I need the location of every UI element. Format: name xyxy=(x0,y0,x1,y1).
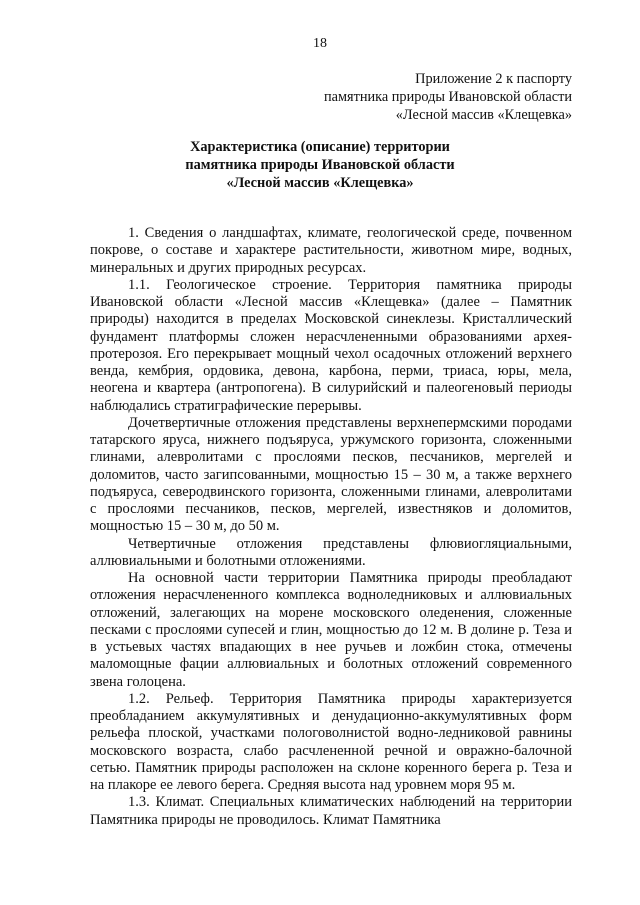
paragraph-quaternary: Четвертичные отложения представлены флювиогляциальными, аллювиальными и болотными отложениями. xyxy=(90,535,572,569)
annex-note xyxy=(324,70,572,124)
paragraph-landscape-intro: 1. Сведения о ландшафтах, климате, геологической среде, почвенном покрове, о составе и характере растительности, животном мире, водных, минеральных и других природных ресурсах. xyxy=(90,225,572,276)
title-line-2: памятника природы Ивановской области xyxy=(185,157,455,173)
title-line-1: Характеристика (описание) территории xyxy=(190,139,450,155)
annex-line-3: «Лесной массив «Клещевка» xyxy=(395,107,572,123)
document-body xyxy=(90,225,572,829)
paragraph-geology: 1.1. Геологическое строение. Территория памятника природы Ивановской области «Лесной массив «Клещевка» (далее – Памятник природы) находится в пределах Московской синеклезы. Кристаллический фундамент платформы сложен нерасчлененными образованиями архея-протерозоя. Его перекрывает мощный чехол осадочных отложений верхнего венда, кембрия, ордовика, девона, карбона, перми, триаса, юры, мела, неогена и квартера (антропогена). В силурийский и палеогеновый периоды наблюдались стратиграфические перерывы. xyxy=(90,276,572,414)
annex-line-2: памятника природы Ивановской области xyxy=(323,89,572,105)
paragraph-relief: 1.2. Рельеф. Территория Памятника природы характеризуется преобладанием аккумулятивных и денудационно-аккумулятивных форм рельефа плоской, участками пологоволнистой водно-ледниковой равнины московского возраста, слабо расчлененной речной и овражно-балочной сетью. Памятник природы расположен на склоне коренного берега р. Теза и на плакоре ее левого берега. Средняя высота над уровнем моря 95 м. xyxy=(90,690,572,793)
document-title xyxy=(0,138,640,192)
paragraph-prequaternary: Дочетвертичные отложения представлены верхнепермскими породами татарского яруса, нижнего подъяруса, уржумского горизонта, сложенными глинами, алевролитами с прослоями песков, песчаников, мергелей и доломитов, часто загипсованными, мощностью 15 – 30 м, а также верхнего подъяруса, северодвинского горизонта, сложенными глинами, алевролитами с прослоями песчаников, песков, мергелей, известняков и доломитов, мощностью 15 – 30 м, до 50 м. xyxy=(90,414,572,535)
paragraph-climate: 1.3. Климат. Специальных климатических наблюдений на территории Памятника природы не проводилось. Климат Памятника xyxy=(90,794,572,828)
annex-line-1: Приложение 2 к паспорту xyxy=(415,71,572,87)
title-line-3: «Лесной массив «Клещевка» xyxy=(226,175,414,191)
page-number: 18 xyxy=(313,36,327,51)
paragraph-main-deposits: На основной части территории Памятника природы преобладают отложения нерасчлененного комплекса водноледниковых и аллювиальных отложений, залегающих на морене московского оледенения, сложенные песками с прослоями супесей и глин, мощностью до 12 м. В долине р. Теза и в устьевых частях впадающих в нее ручьев и ложбин стока, отмечены маломощные фации аллювиальных и болотных отложений современного звена голоцена. xyxy=(90,570,572,690)
